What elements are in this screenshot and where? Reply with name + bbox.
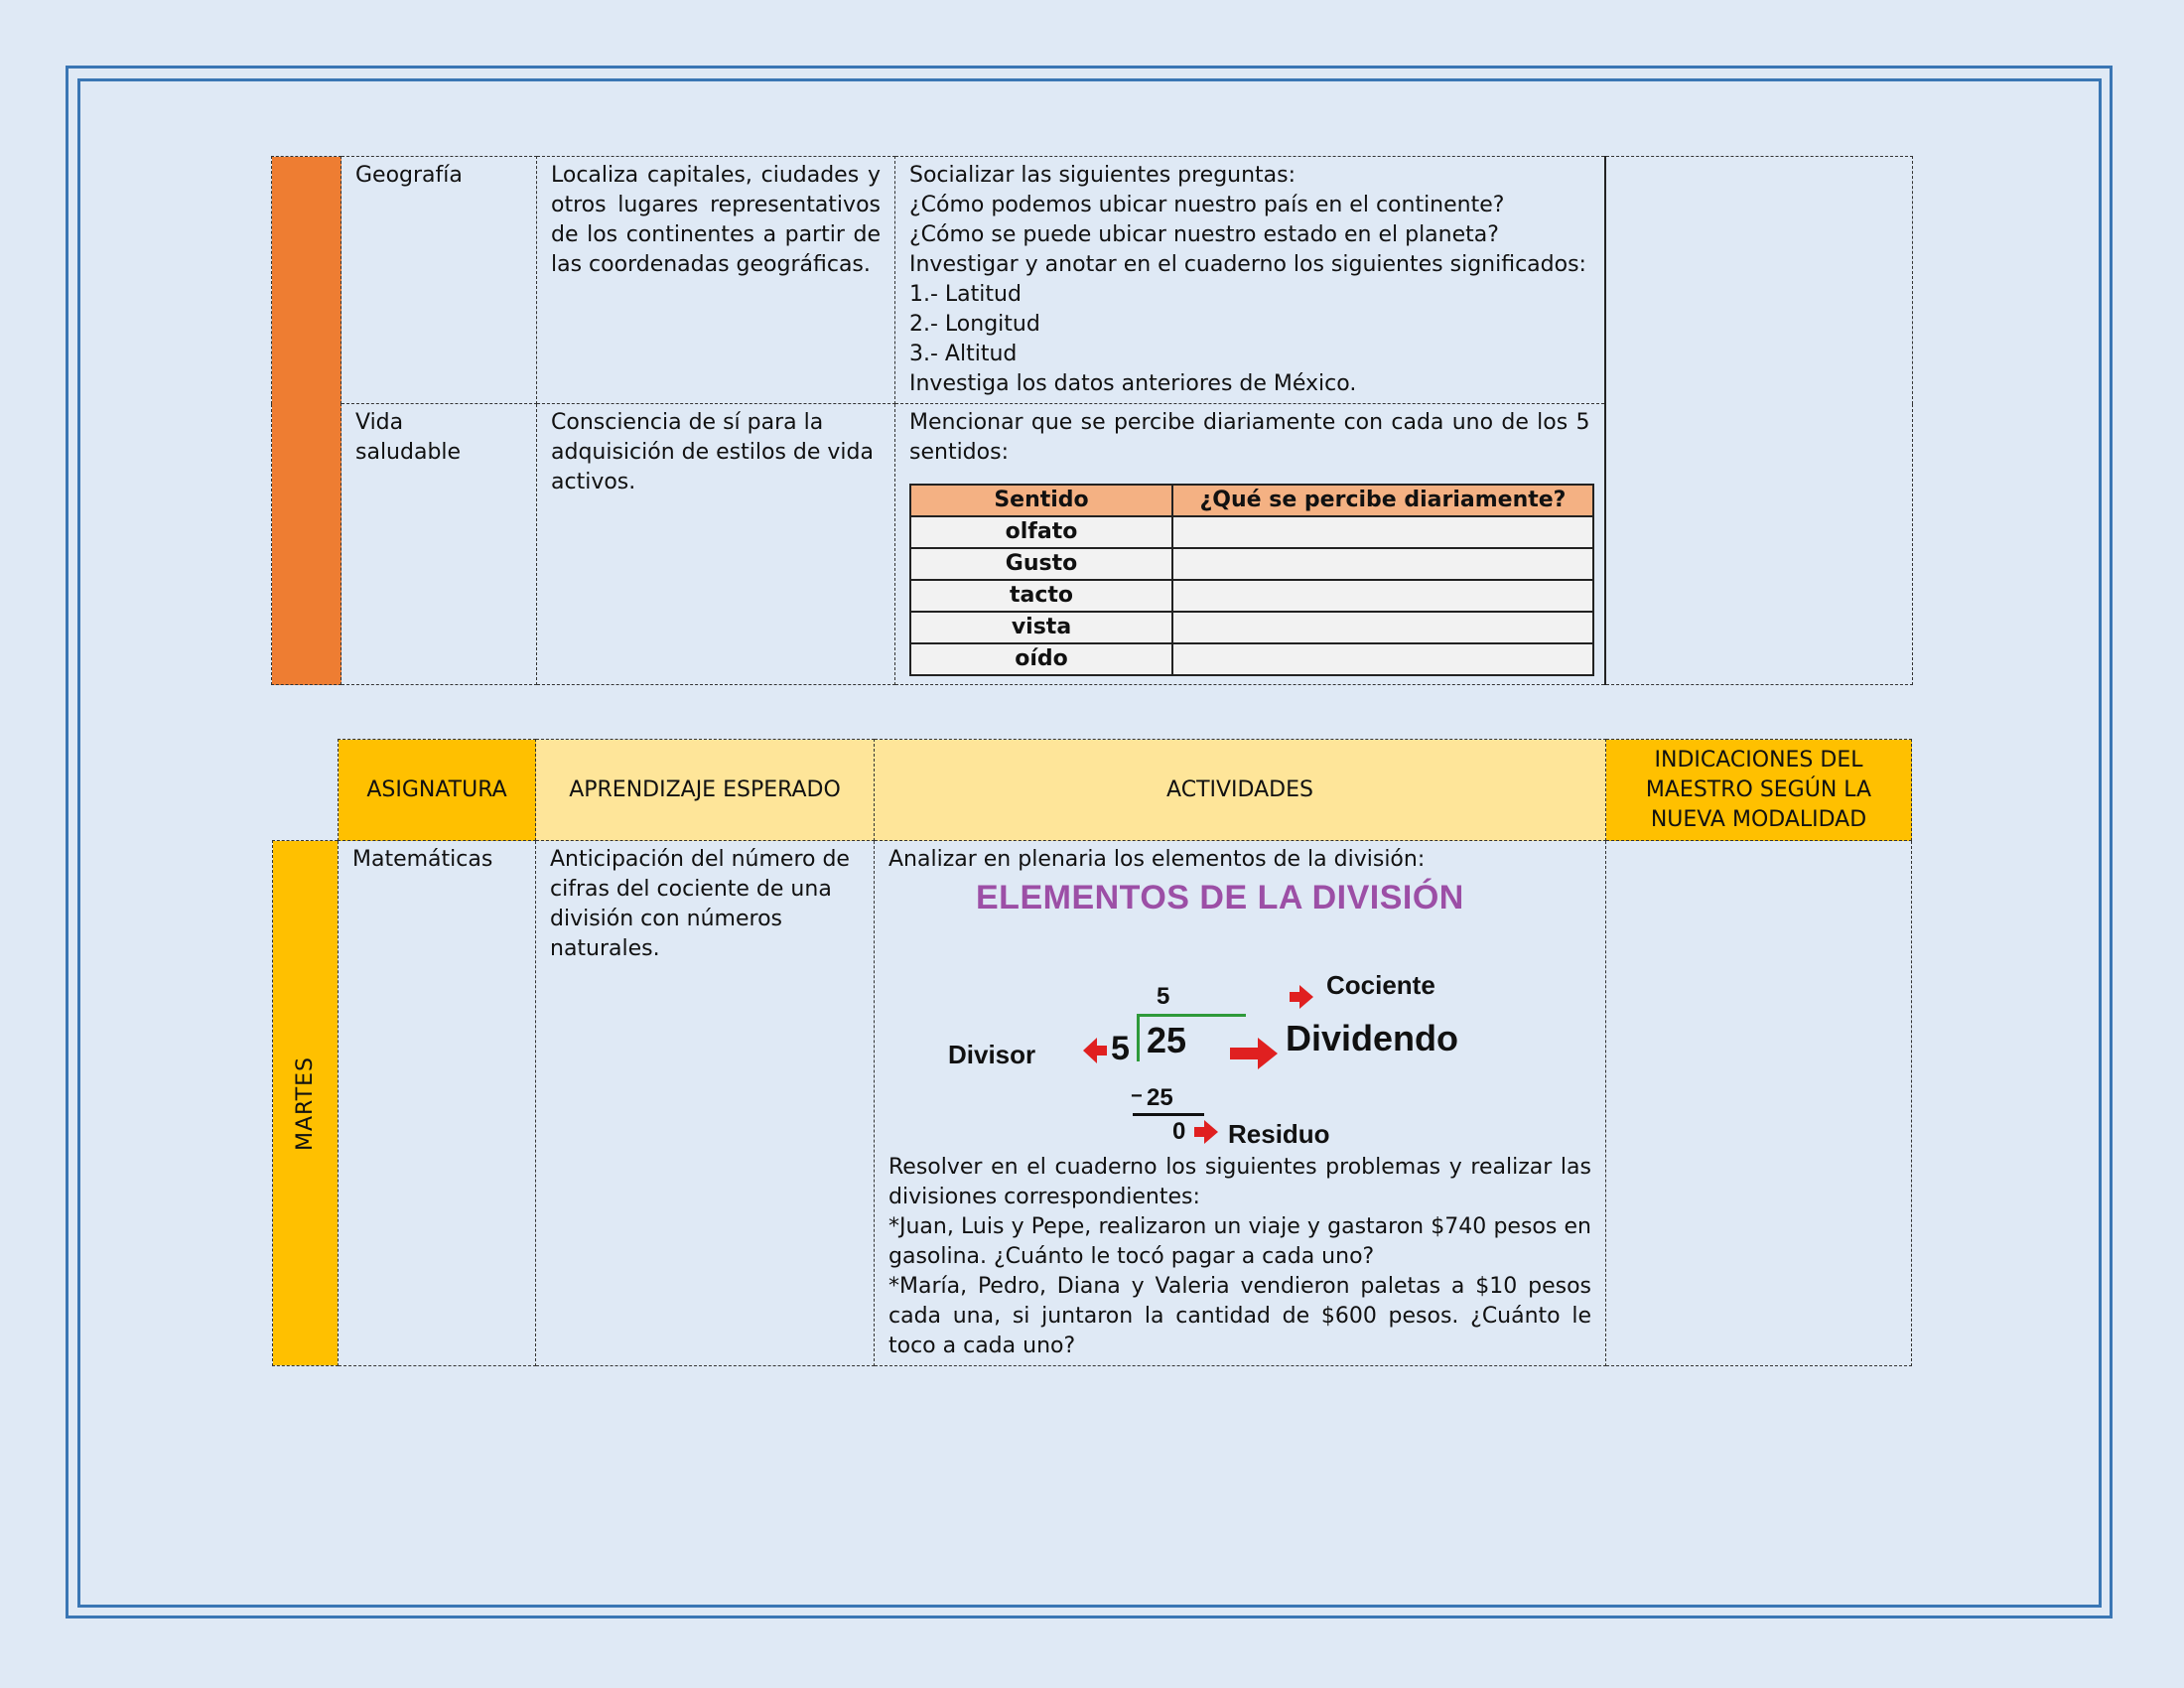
arrow-icon — [1258, 1038, 1278, 1069]
activity-line: ¿Cómo se puede ubicar nuestro estado en el planeta? — [909, 222, 1499, 247]
sense-answer[interactable] — [1172, 548, 1593, 580]
senses-table — [909, 484, 1594, 676]
header-spacer — [273, 740, 339, 841]
senses-header-sense: Sentido — [910, 485, 1172, 516]
arrow-icon — [1095, 1046, 1107, 1055]
quotient-label: Cociente — [1326, 970, 1435, 1000]
activity-line: 3.- Altitud — [909, 342, 1018, 366]
day-label: MARTES — [273, 841, 339, 1366]
sense-answer[interactable] — [1172, 643, 1593, 675]
remainder-value: 0 — [1172, 1118, 1186, 1145]
activity-line: 2.- Longitud — [909, 312, 1040, 337]
sense-name: tacto — [910, 580, 1172, 612]
activities-cell — [895, 404, 1605, 685]
divisor-label: Divisor — [948, 1040, 1036, 1069]
subtraction-line — [1133, 1113, 1204, 1116]
learning-cell: Consciencia de sí para la adquisición de estilos de vida activos. — [537, 404, 895, 685]
subject-cell: Vida saludable — [341, 404, 537, 685]
activities-cell — [875, 841, 1606, 1366]
division-bar-top — [1137, 1014, 1246, 1017]
subtract-value: 25 — [1147, 1084, 1173, 1111]
activity-intro: Mencionar que se percibe diariamente con cada uno de los 5 sentidos: — [909, 410, 1590, 465]
header-subject: ASIGNATURA — [339, 740, 536, 841]
header-activities: ACTIVIDADES — [875, 740, 1606, 841]
learning-cell: Anticipación del número de cifras del cociente de una división con números naturales. — [536, 841, 875, 1366]
quotient-value: 5 — [1157, 983, 1170, 1010]
division-diagram — [948, 879, 1643, 1147]
activity-line: Investigar y anotar en el cuaderno los siguientes significados: — [909, 252, 1586, 277]
activity-line: 1.- Latitud — [909, 282, 1022, 307]
activity-line: ¿Cómo podemos ubicar nuestro país en el continente? — [909, 193, 1505, 217]
divisor-value: 5 — [1111, 1030, 1130, 1067]
sense-answer[interactable] — [1172, 516, 1593, 548]
sense-name: Gusto — [910, 548, 1172, 580]
header-teacher-notes: INDICACIONES DEL MAESTRO SEGÚN LA NUEVA MODALIDAD — [1606, 740, 1912, 841]
subject-cell: Matemáticas — [339, 841, 536, 1366]
sense-answer[interactable] — [1172, 612, 1593, 643]
learning-cell: Localiza capitales, ciudades y otros lugares representativos de los continentes a partir de las coordenadas geográficas. — [537, 157, 895, 404]
sense-name: oído — [910, 643, 1172, 675]
activities-cell — [895, 157, 1605, 404]
sense-name: olfato — [910, 516, 1172, 548]
subject-cell: Geografía — [341, 157, 537, 404]
arrow-icon — [1204, 1120, 1218, 1144]
remainder-label: Residuo — [1228, 1119, 1330, 1149]
activity-line: Socializar las siguientes preguntas: — [909, 163, 1297, 188]
diagram-title: ELEMENTOS DE LA DIVISIÓN — [976, 879, 1464, 916]
activity-line: Resolver en el cuaderno los siguientes problemas y realizar las divisiones correspondientes: — [888, 1155, 1591, 1209]
teacher-notes-cell — [1605, 157, 1913, 685]
activity-line: *María, Pedro, Diana y Valeria vendieron paletas a $10 pesos cada una, si juntaron la cantidad de $600 pesos. ¿Cuánto le toco a cada uno? — [888, 1274, 1591, 1358]
planning-table-continued — [271, 156, 1913, 685]
sense-name: vista — [910, 612, 1172, 643]
arrow-icon — [1299, 985, 1313, 1009]
sense-answer[interactable] — [1172, 580, 1593, 612]
activity-intro: Analizar en plenaria los elementos de la división: — [888, 847, 1426, 872]
teacher-notes-cell — [1606, 841, 1912, 1366]
activity-line: *Juan, Luis y Pepe, realizaron un viaje y gastaron $740 pesos en gasolina. ¿Cuánto le tocó pagar a cada uno? — [888, 1214, 1591, 1269]
minus-sign: − — [1131, 1085, 1143, 1107]
senses-header-perception: ¿Qué se percibe diariamente? — [1172, 485, 1593, 516]
day-color-bar — [272, 157, 341, 685]
arrow-icon — [1230, 1048, 1260, 1059]
division-bar-side — [1137, 1014, 1140, 1061]
activity-line: Investiga los datos anteriores de México. — [909, 371, 1357, 396]
planning-table-tuesday — [272, 739, 1912, 1366]
header-learning: APRENDIZAJE ESPERADO — [536, 740, 875, 841]
dividend-value: 25 — [1147, 1020, 1187, 1060]
dividend-label: Dividendo — [1286, 1018, 1459, 1058]
